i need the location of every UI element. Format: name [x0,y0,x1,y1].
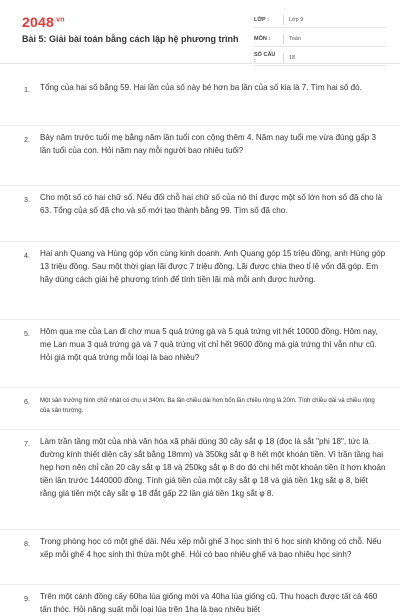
question-item [0,585,400,615]
logo-text: 2048 [22,14,54,30]
question-text: Làm trần tầng một của nhà văn hóa xã phải dùng 30 cây sắt φ 18 (đọc là sắt "phi 18", tức là đường kính thiết diện cây sắt bằng 18mm) và 350kg sắt φ 8 hết một khoản tiền. Vì trần tầng hai hẹp hơn nên chỉ cần 20 cây sắt φ 18 và 250kg sắt φ 8 do đó chi hết một khoản tiền ít hơn khoản tiền lần trước 1440000 đồng. Tính giá tiền của một cây sắt φ 18 và giá tiền 1kg sắt φ 8, biết rằng giá tiền một cây sắt φ 18 đắt gấp 22 lần giá tiền 1kg sắt φ 8. [40,437,386,498]
question-item [0,186,400,242]
question-list [0,76,400,615]
meta-separator [283,53,284,63]
meta-separator [283,34,284,44]
question-item [0,530,400,585]
site-logo[interactable] [22,14,65,30]
meta-separator [283,15,284,25]
meta-label: MÔN : [254,35,271,42]
meta-value: 18 [289,54,296,61]
question-text: Một sân trường hình chữ nhật có chu vi 340m. Ba lần chiều dài hơn bốn lần chiều rộng là 20m. Tính chiều dài và chiều rộng của sân trường. [40,397,375,414]
question-text: Hôm qua mẹ của Lan đi chợ mua 5 quả trứng gà và 5 quả trứng vịt hết 10000 đồng. Hôm nay, mẹ Lan mua 3 quả trứng gà và 7 quả trứng vịt chỉ hết 9600 đồng mà giá trứng thì vẫn như cũ. Hỏi giá một quả trứng mỗi loại là bao nhiêu? [40,327,378,362]
question-text: Cho một số có hai chữ số. Nếu đổi chỗ hai chữ số của nó thì được một số lớn hơn số đã cho là 63. Tổng của số đã cho và số mới tạo thành bằng 99. Tìm số đã cho. [40,193,383,215]
question-item [0,430,400,530]
logo-tld: .vn [53,16,65,24]
question-text: Hai anh Quang và Hùng góp vốn cùng kinh doanh. Anh Quang góp 15 triệu đồng, anh Hùng góp 13 triệu đồng. Sau một thời gian lãi được 7 triệu đồng. Lãi được chia theo tỉ lệ vốn đã góp. Em hãy dùng cách giải hệ phương trình để tính tiền lãi mà mỗi anh được hưởng. [40,249,386,284]
question-text: Trên một cánh đồng cấy 60ha lúa giống mới và 40ha lúa giống cũ. Thu hoạch được tất cả 460 tấn thóc. Hỏi năng suất mỗi loại lúa trên 1ha là bao nhiêu biết [40,592,378,614]
question-number: 1. [24,85,30,94]
question-number: 7. [24,439,30,448]
meta-label: SỐ CÂU : [254,51,276,64]
question-number: 2. [24,135,30,144]
meta-label: LỚP : [254,16,269,23]
meta-row-count [254,50,386,66]
meta-row-subject [254,31,386,47]
question-number: 9. [24,594,30,603]
question-number: 5. [24,329,30,338]
question-text: Tổng của hai số bằng 59. Hai lần của số này bé hơn ba lần của số kia là 7. Tìm hai số đó. [40,83,362,92]
question-item [0,388,400,430]
worksheet-meta [254,12,386,69]
question-item [0,126,400,186]
question-number: 6. [24,397,30,406]
question-number: 4. [24,251,30,260]
question-number: 3. [24,195,30,204]
meta-value: Toán [289,35,301,42]
page-title: Bài 5: Giải bài toán bằng cách lập hệ phương trình [22,34,239,44]
meta-value: Lớp 9 [289,16,304,23]
question-item [0,320,400,388]
question-text: Bảy năm trước tuổi mẹ bằng năm lần tuổi con cộng thêm 4. Năm nay tuổi mẹ vừa đúng gấp 3 lần tuổi của con. Hỏi năm nay mỗi người bao nhiêu tuổi? [40,133,377,155]
worksheet-header [0,0,400,64]
question-item [0,242,400,320]
question-number: 8. [24,539,30,548]
meta-row-class [254,12,386,28]
question-text: Trong phòng học có một ghế dài. Nếu xếp mỗi ghế 3 học sinh thì 6 học sinh không có chỗ. Nếu xếp mỗi ghế 4 học sinh thì thừa một ghế. Hỏi có bao nhiêu ghế và bao nhiêu học sinh? [40,537,382,559]
question-item [0,76,400,126]
